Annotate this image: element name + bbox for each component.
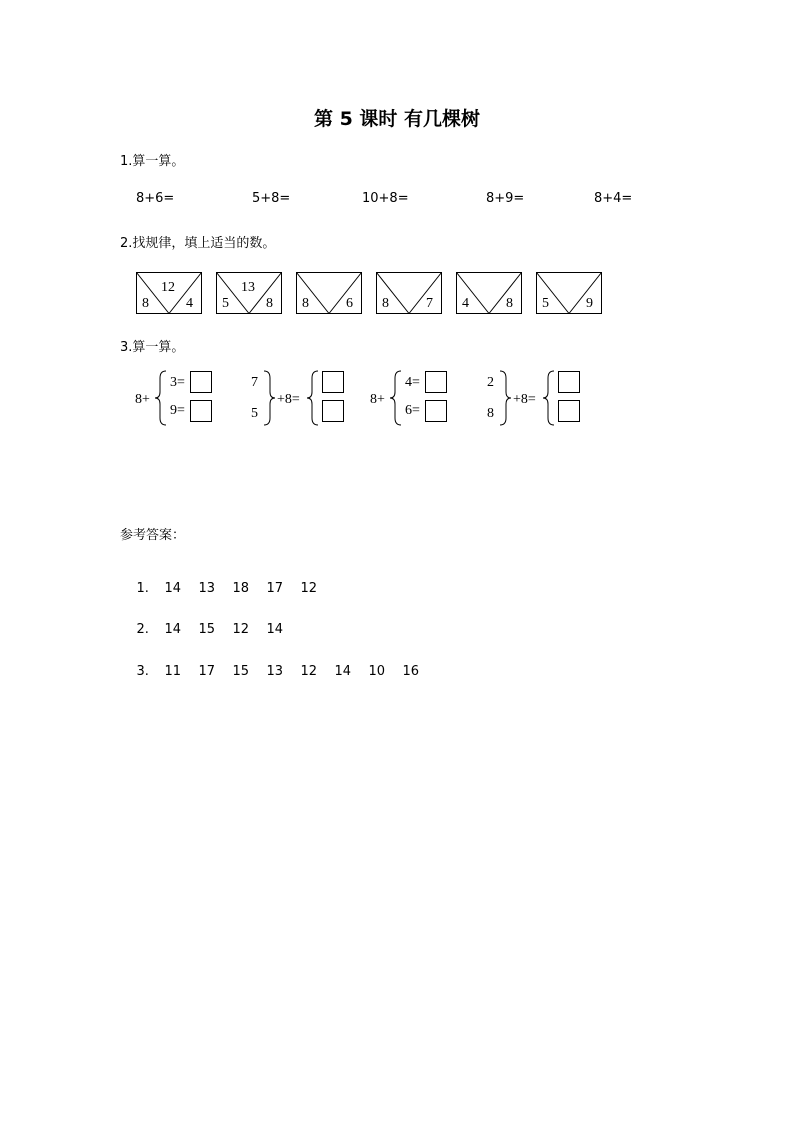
answer-value: 18 (232, 581, 250, 596)
equation: 10+8= (362, 191, 409, 206)
answer-value: 12 (300, 664, 318, 679)
answer-value: 15 (198, 622, 216, 637)
pattern-right-number: 9 (586, 296, 593, 311)
left-brace-icon (154, 370, 168, 426)
answer-value: 11 (164, 664, 182, 679)
pattern-top-number: 12 (161, 280, 175, 295)
equation: 8+9= (486, 191, 525, 206)
answer-value: 12 (300, 581, 318, 596)
pattern-right-number: 8 (506, 296, 513, 311)
group-term-b: 9= (170, 403, 185, 418)
answer-box[interactable] (558, 371, 580, 393)
pattern-left-number: 8 (382, 296, 389, 311)
equation: 8+6= (136, 191, 175, 206)
answer-box[interactable] (322, 371, 344, 393)
pattern-box (216, 272, 282, 314)
group-term-a: 2 (487, 375, 494, 390)
pattern-left-number: 8 (302, 296, 309, 311)
group-term-b: 6= (405, 403, 420, 418)
right-brace-icon (498, 370, 512, 426)
pattern-right-number: 4 (186, 296, 193, 311)
answer-value: 13 (198, 581, 216, 596)
question-1-equations (0, 191, 794, 211)
answer-value: 14 (334, 664, 352, 679)
answer-number: 2. (136, 622, 149, 637)
group-suffix: +8= (277, 392, 300, 407)
pattern-right-number: 6 (346, 296, 353, 311)
answer-value: 10 (368, 664, 386, 679)
left-brace-icon (542, 370, 556, 426)
group-term-a: 4= (405, 375, 420, 390)
pattern-top-number: 13 (241, 280, 255, 295)
answer-value: 12 (232, 622, 250, 637)
pattern-box (136, 272, 202, 314)
group-term-a: 7 (251, 375, 258, 390)
answer-box[interactable] (190, 371, 212, 393)
pattern-right-number: 8 (266, 296, 273, 311)
left-brace-icon (306, 370, 320, 426)
pattern-right-number: 7 (426, 296, 433, 311)
answer-line-3 (120, 649, 437, 694)
answer-box[interactable] (322, 400, 344, 422)
group-term-b: 8 (487, 406, 494, 421)
answer-value: 14 (266, 622, 284, 637)
answers-heading: 参考答案： (120, 528, 186, 543)
answer-box[interactable] (558, 400, 580, 422)
answer-value: 14 (164, 581, 182, 596)
page-title: 第 5 课时 有几棵树 (313, 108, 481, 130)
question-3-groups (0, 366, 794, 428)
answer-value: 13 (266, 664, 284, 679)
group-term-b: 5 (251, 406, 258, 421)
pattern-box (376, 272, 442, 314)
answer-value: 17 (266, 581, 284, 596)
group-prefix: 8+ (370, 392, 385, 407)
answer-value: 17 (198, 664, 216, 679)
group-suffix: +8= (513, 392, 536, 407)
answer-number: 3. (136, 664, 149, 679)
answer-number: 1. (136, 581, 149, 596)
pattern-left-number: 4 (462, 296, 469, 311)
answer-value: 14 (164, 622, 182, 637)
left-brace-icon (389, 370, 403, 426)
pattern-box (536, 272, 602, 314)
group-term-a: 3= (170, 375, 185, 390)
answer-line-2 (120, 607, 301, 652)
equation: 5+8= (252, 191, 291, 206)
answer-value: 15 (232, 664, 250, 679)
question-3-label: 3.算一算。 (120, 340, 185, 355)
answer-value: 16 (402, 664, 420, 679)
answer-line-1 (120, 566, 335, 611)
answer-box[interactable] (425, 400, 447, 422)
pattern-box (296, 272, 362, 314)
equation: 8+4= (594, 191, 633, 206)
group-prefix: 8+ (135, 392, 150, 407)
pattern-left-number: 8 (142, 296, 149, 311)
answer-box[interactable] (425, 371, 447, 393)
answer-box[interactable] (190, 400, 212, 422)
question-1-label: 1.算一算。 (120, 154, 185, 169)
pattern-box (456, 272, 522, 314)
pattern-left-number: 5 (222, 296, 229, 311)
pattern-left-number: 5 (542, 296, 549, 311)
right-brace-icon (262, 370, 276, 426)
question-2-label: 2.找规律，填上适当的数。 (120, 236, 276, 251)
